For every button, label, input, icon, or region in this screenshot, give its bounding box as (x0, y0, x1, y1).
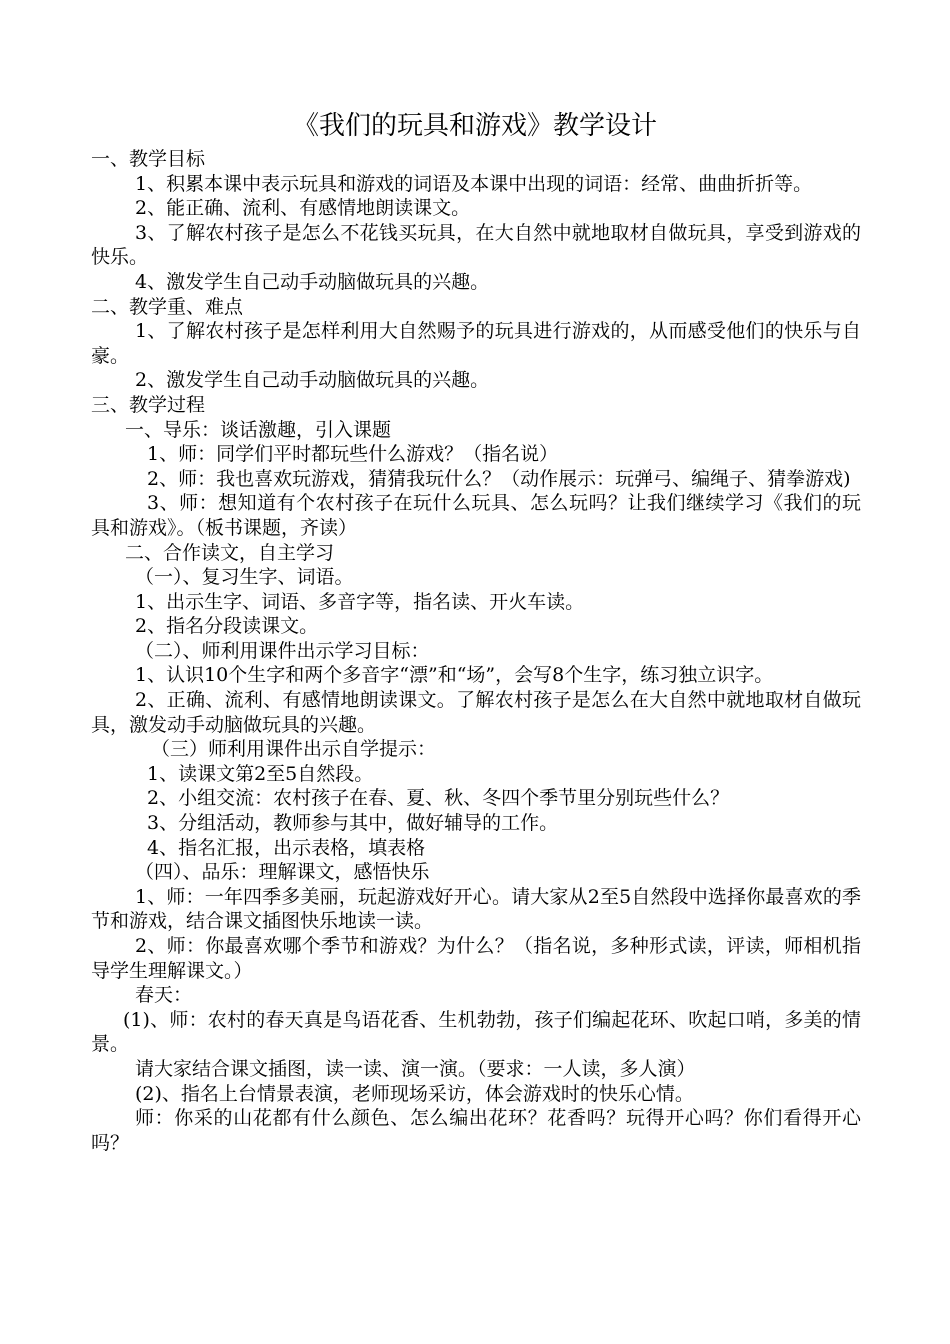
paragraph: 2、正确、流利、有感情地朗读课文。了解农村孩子是怎么在大自然中就地取材自做玩具，激发动手动脑做玩具的兴趣。 (91, 689, 861, 736)
paragraph: （三）师利用课件出示自学提示： (151, 738, 437, 761)
paragraph: 4、指名汇报，出示表格，填表格 (147, 836, 426, 859)
paragraph: 2、师：我也喜欢玩游戏，猜猜我玩什么？（动作展示：玩弹弓、编绳子、猜拳游戏) (147, 467, 851, 490)
paragraph: 二、教学重、难点 (91, 295, 244, 318)
paragraph: 一、教学目标 (91, 148, 206, 170)
paragraph: 1、积累本课中表示玩具和游戏的词语及本课中出现的词语：经常、曲曲折折等。 (135, 172, 813, 195)
paragraph: (2)、指名上台情景表演，老师现场采访，体会游戏时的快乐心情。 (135, 1082, 694, 1105)
paragraph: 1、读课文第2至5自然段。 (147, 762, 374, 785)
paragraph: 师：你采的山花都有什么颜色、怎么编出花环？花香吗？玩得开心吗？你们看得开心吗？ (91, 1107, 861, 1154)
paragraph: 2、能正确、流利、有感情地朗读课文。 (135, 197, 471, 220)
paragraph: 3、师：想知道有个农村孩子在玩什么玩具、怎么玩吗？让我们继续学习《我们的玩具和游戏》。（板书课题，齐读） (91, 492, 861, 539)
paragraph: 一、导乐：谈话激趣，引入课题 (125, 418, 392, 441)
paragraph: (1)、师：农村的春天真是鸟语花香、生机勃勃，孩子们编起花环、吹起口哨，多美的情景。 (91, 1008, 861, 1056)
paragraph: 2、师：你最喜欢哪个季节和游戏？为什么？（指名说，多种形式读，评读，师相机指导学生理解课文。） (91, 935, 861, 982)
paragraph: 4、激发学生自己动手动脑做玩具的兴趣。 (135, 270, 490, 293)
document-body (91, 147, 861, 1155)
paragraph: 3、了解农村孩子是怎么不花钱买玩具，在大自然中就地取材自做玩具，享受到游戏的快乐。 (91, 221, 861, 269)
paragraph: 春天： (135, 984, 193, 1007)
paragraph: 二、合作读文，自主学习 (125, 541, 335, 564)
paragraph: （二）、师利用课件出示学习目标： (135, 639, 430, 662)
paragraph: 2、指名分段读课文。 (135, 615, 319, 638)
paragraph: 1、出示生字、词语、多音字等，指名读、开火车读。 (135, 590, 585, 613)
paragraph: 1、认识10个生字和两个多音字“漂”和“场”，会写8个生字，练习独立识字。 (135, 664, 774, 687)
document-title: 《我们的玩具和游戏》教学设计 (292, 111, 657, 141)
paragraph: 2、小组交流：农村孩子在春、夏、秋、冬四个季节里分别玩些什么？ (147, 787, 730, 810)
paragraph: 1、师：同学们平时都玩些什么游戏？（指名说） (147, 443, 559, 466)
paragraph: 3、分组活动，教师参与其中，做好辅导的工作。 (147, 812, 559, 835)
paragraph: 2、激发学生自己动手动脑做玩具的兴趣。 (135, 369, 490, 392)
paragraph: （四）、品乐：理解课文，感悟快乐 (135, 861, 430, 884)
paragraph: 1、师：一年四季多美丽，玩起游戏好开心。请大家从2至5自然段中选择你最喜欢的季节和游戏，结合课文插图快乐地读一读。 (91, 885, 861, 933)
paragraph: （一）、复习生字、词语。 (135, 566, 354, 589)
paragraph: 请大家结合课文插图，读一读、演一演。（要求：一人读，多人演） (135, 1057, 696, 1080)
paragraph: 1、了解农村孩子是怎样利用大自然赐予的玩具进行游戏的，从而感受他们的快乐与自豪。 (91, 320, 861, 367)
paragraph: 三、教学过程 (91, 393, 206, 416)
